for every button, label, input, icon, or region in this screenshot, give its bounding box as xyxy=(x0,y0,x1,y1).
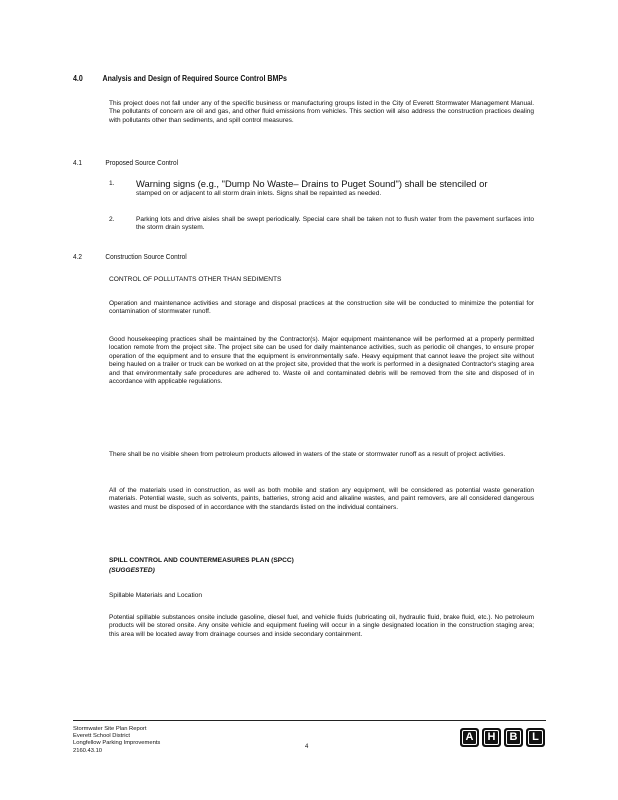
spillable-heading: Spillable Materials and Location xyxy=(109,592,203,599)
logo-letter-box xyxy=(526,728,545,747)
paragraph: All of the materials used in construction, as well as both mobile and station ary equipment, will be considered as potential waste generation materials. Potential waste, such as solvents, paints, batteries, strong acid and alkaline wastes, and paint removers, are all considered dangerous wastes and must be disposed of in accordance with the standards listed on the individual containers. xyxy=(109,487,534,511)
section-title: Proposed Source Control xyxy=(105,158,179,167)
ahbl-logo xyxy=(460,728,545,747)
section-number: 4.2 xyxy=(73,252,82,261)
section-title: Analysis and Design of Required Source Control BMPs xyxy=(102,73,287,83)
logo-letter-box xyxy=(460,728,479,747)
list-item-number: 1. xyxy=(109,180,115,187)
list-item xyxy=(109,180,534,204)
section-number: 4.1 xyxy=(73,158,82,167)
section-title: Construction Source Control xyxy=(105,252,187,261)
logo-letter-box xyxy=(504,728,523,747)
logo-letter-box xyxy=(482,728,501,747)
footer-client: Everett School District xyxy=(73,733,131,740)
spcc-suggested: (SUGGESTED) xyxy=(109,567,155,574)
list-item-text: Parking lots and drive aisles shall be swept periodically. Special care shall be taken not to flush water from the pavement surfaces into the storm drain system. xyxy=(136,216,534,232)
section-4-0-heading xyxy=(73,73,287,83)
section-number: 4.0 xyxy=(73,73,83,83)
list-item-number: 2. xyxy=(109,216,115,223)
footer-divider xyxy=(73,720,546,721)
footer-report-title: Stormwater Site Plan Report xyxy=(73,726,147,732)
list-item xyxy=(109,216,534,236)
list-item-text: stamped on or adjacent to all storm drain inlets. Signs shall be repainted as needed. xyxy=(136,190,382,198)
logo-letter: B xyxy=(506,730,521,745)
paragraph: Potential spillable substances onsite include gasoline, diesel fuel, and vehicle fluids (lubricating oil, hydraulic fluid, brake fluid, etc.). No petroleum products will be stored onsite. Any onsite vehicle and equipment fueling will occur in a single designated location in the construction staging area; this area will be located away from drainage courses and inside secondary containment. xyxy=(109,614,534,638)
spcc-heading: SPILL CONTROL AND COUNTERMEASURES PLAN (SPCC) xyxy=(109,557,294,564)
section-4-0-paragraph: This project does not fall under any of the specific business or manufacturing groups listed in the City of Everett Stormwater Management Manual. The pollutants of concern are oil and gas, and other fluid emissions from vehicles. This section will also address the construction practices dealing with pollutants other than sediments, and spill control measures. xyxy=(109,100,534,124)
section-4-1-heading xyxy=(73,158,178,167)
logo-letter: A xyxy=(462,730,477,745)
footer-project: Longfellow Parking Improvements xyxy=(73,740,161,747)
subheading-pollutants: CONTROL OF POLLUTANTS OTHER THAN SEDIMENTS xyxy=(109,276,282,283)
footer-info xyxy=(73,726,160,755)
footer-project-number: 2160.43.10 xyxy=(73,747,103,754)
paragraph: Operation and maintenance activities and storage and disposal practices at the construction site will be conducted to minimize the potential for contamination of stormwater runoff. xyxy=(109,300,534,316)
paragraph: There shall be no visible sheen from petroleum products allowed in waters of the state or stormwater runoff as a result of project activities. xyxy=(109,451,506,458)
page-number: 4 xyxy=(305,744,309,750)
paragraph: Good housekeeping practices shall be maintained by the Contractor(s). Major equipment maintenance will be performed at a properly permitted location remote from the project site. The project site can be used for daily maintenance activities, such as periodic oil changes, to ensure proper operation of the equipment and to ensure that the equipment is environmentally safe. Heavy equipment that cannot leave the project site without being hauled on a trailer or truck can be worked on at the project site, provided that the work is performed in a designated Contractor's staging area and that environmentally safe procedures are adhered to. Waste oil and contaminated debris will be removed from the site and disposed of in accordance with applicable regulations. xyxy=(109,336,534,386)
logo-letter: L xyxy=(528,730,543,745)
section-4-2-heading xyxy=(73,252,187,261)
list-item-first-line: Warning signs (e.g., "Dump No Waste– Drains to Puget Sound") shall be stenciled or xyxy=(136,178,488,189)
logo-letter: H xyxy=(484,730,499,745)
